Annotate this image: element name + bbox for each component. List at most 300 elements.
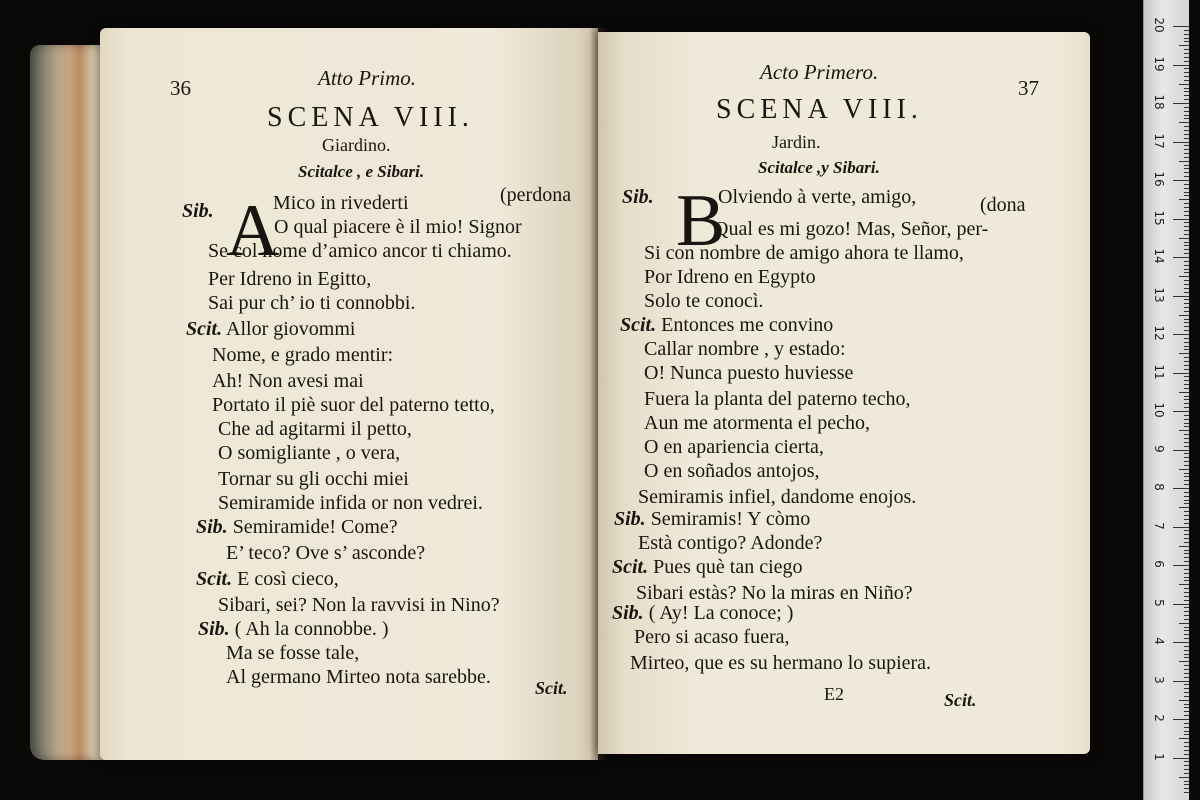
ruler-tick xyxy=(1184,299,1189,300)
left-line-18 xyxy=(198,618,389,641)
ruler-tick xyxy=(1184,303,1189,304)
ruler-tick xyxy=(1184,365,1189,366)
ruler-tick xyxy=(1184,322,1189,323)
ruler-tick xyxy=(1184,269,1189,270)
ruler-tick xyxy=(1184,500,1189,501)
ruler-tick xyxy=(1184,211,1189,212)
ruler-tick xyxy=(1184,311,1189,312)
right-line-11: O en apariencia cierta, xyxy=(644,436,824,458)
ruler-tick xyxy=(1184,434,1189,435)
ruler-tick xyxy=(1179,84,1189,85)
ruler-tick xyxy=(1179,777,1189,778)
left-persons: Scitalce , e Sibari. xyxy=(298,162,425,181)
ruler-tick xyxy=(1173,334,1189,335)
ruler-tick xyxy=(1184,280,1189,281)
ruler-tick xyxy=(1184,307,1189,308)
ruler-tick xyxy=(1184,107,1189,108)
ruler-tick xyxy=(1184,754,1189,755)
ruler-tick xyxy=(1184,272,1189,273)
right-line-13: Semiramis infiel, dandome enojos. xyxy=(638,486,917,508)
ruler-tick xyxy=(1184,342,1189,343)
ruler-tick xyxy=(1184,403,1189,404)
ruler-tick xyxy=(1184,538,1189,539)
ruler-tick xyxy=(1173,373,1189,374)
right-signature-mark: E2 xyxy=(824,684,844,704)
left-line-14 xyxy=(196,516,398,539)
right-line-2: Qual es mi gozo! Mas, Señor, per- xyxy=(714,218,989,240)
ruler-tick xyxy=(1184,115,1189,116)
left-catchword: Scit. xyxy=(535,678,568,698)
ruler-tick xyxy=(1184,326,1189,327)
ruler-tick xyxy=(1184,53,1189,54)
ruler-tick xyxy=(1184,746,1189,747)
ruler-tick xyxy=(1184,38,1189,39)
ruler-tick xyxy=(1184,126,1189,127)
ruler-tick xyxy=(1184,388,1189,389)
ruler-tick xyxy=(1179,430,1189,431)
right-line-1 xyxy=(622,186,654,209)
ruler-tick xyxy=(1184,630,1189,631)
ruler-tick xyxy=(1184,68,1189,69)
line-text: E così cieco, xyxy=(237,568,339,590)
ruler-number: 20 xyxy=(1152,17,1166,33)
ruler-tick xyxy=(1173,604,1189,605)
right-catchword: Scit. xyxy=(944,690,977,710)
ruler-tick xyxy=(1184,57,1189,58)
ruler-tick xyxy=(1184,215,1189,216)
speaker: Sib. xyxy=(182,200,214,222)
ruler-tick xyxy=(1173,296,1189,297)
ruler-tick xyxy=(1184,596,1189,597)
left-line-19: Ma se fosse tale, xyxy=(226,642,360,664)
ruler-tick xyxy=(1184,76,1189,77)
ruler-tick xyxy=(1184,207,1189,208)
ruler-tick xyxy=(1184,415,1189,416)
ruler-tick xyxy=(1184,484,1189,485)
ruler-tick xyxy=(1179,546,1189,547)
ruler-tick xyxy=(1184,349,1189,350)
ruler-tick xyxy=(1184,249,1189,250)
line-text: Semiramide! Come? xyxy=(232,516,398,538)
ruler-tick xyxy=(1179,276,1189,277)
ruler-tick xyxy=(1179,623,1189,624)
ruler-number: 14 xyxy=(1152,248,1166,264)
right-line-10: Aun me atormenta el pecho, xyxy=(644,412,871,434)
ruler-tick xyxy=(1184,30,1189,31)
ruler-tick xyxy=(1184,461,1189,462)
ruler-tick xyxy=(1184,188,1189,189)
right-line-20: Mirteo, que es su hermano lo supiera. xyxy=(630,652,932,674)
ruler-number: 10 xyxy=(1152,402,1166,418)
right-line-18 xyxy=(612,602,793,625)
ruler-number: 1 xyxy=(1152,752,1166,761)
ruler-tick xyxy=(1184,615,1189,616)
ruler-tick xyxy=(1184,222,1189,223)
ruler-tick xyxy=(1184,172,1189,173)
left-line-7: Nome, e grado mentir: xyxy=(212,344,394,366)
ruler-tick xyxy=(1184,665,1189,666)
ruler-tick xyxy=(1179,507,1189,508)
ruler-tick xyxy=(1184,230,1189,231)
right-persons: Scitalce ,y Sibari. xyxy=(758,158,880,177)
left-line-6 xyxy=(186,318,355,341)
left-line-13: Semiramide infida or non vedrei. xyxy=(218,492,483,514)
left-line-16 xyxy=(196,568,339,591)
right-line-15: Està contigo? Adonde? xyxy=(638,532,823,554)
ruler-tick xyxy=(1184,465,1189,466)
ruler-tick xyxy=(1179,392,1189,393)
ruler-tick xyxy=(1184,765,1189,766)
ruler-tick xyxy=(1184,399,1189,400)
ruler-number: 18 xyxy=(1152,94,1166,110)
ruler-tick xyxy=(1184,242,1189,243)
ruler-tick xyxy=(1184,592,1189,593)
ruler-tick xyxy=(1179,584,1189,585)
ruler-tick xyxy=(1184,573,1189,574)
ruler-tick xyxy=(1173,219,1189,220)
ruler-tick xyxy=(1184,330,1189,331)
ruler-tick xyxy=(1184,561,1189,562)
line-text: ( Ah la connobbe. ) xyxy=(234,618,389,640)
left-line-1 xyxy=(182,200,214,223)
right-line-14 xyxy=(614,508,810,531)
line-text: Entonces me convino xyxy=(661,314,834,336)
ruler-tick xyxy=(1184,265,1189,266)
ruler-tick xyxy=(1179,353,1189,354)
ruler-number: 13 xyxy=(1152,286,1166,303)
ruler-tick xyxy=(1184,407,1189,408)
ruler-tick xyxy=(1184,49,1189,50)
right-line-4: Por Idreno en Egypto xyxy=(644,266,816,288)
ruler-tick xyxy=(1184,542,1189,543)
ruler-tick xyxy=(1184,384,1189,385)
ruler-tick xyxy=(1173,642,1189,643)
right-place: Jardin. xyxy=(772,132,821,152)
ruler-tick xyxy=(1184,492,1189,493)
ruler-tick xyxy=(1184,731,1189,732)
ruler-tick xyxy=(1184,784,1189,785)
speaker: Sib. xyxy=(614,508,646,530)
ruler-tick xyxy=(1184,176,1189,177)
ruler-tick xyxy=(1184,288,1189,289)
ruler-tick xyxy=(1184,346,1189,347)
line-text: Semiramis! Y còmo xyxy=(650,508,811,530)
ruler-tick xyxy=(1184,149,1189,150)
ruler-tick xyxy=(1184,669,1189,670)
ruler-number: 4 xyxy=(1152,637,1166,645)
ruler-tick xyxy=(1184,380,1189,381)
ruler-tick xyxy=(1179,199,1189,200)
ruler-tick xyxy=(1179,238,1189,239)
left-line-4: Per Idreno in Egitto, xyxy=(208,268,372,290)
ruler-number: 6 xyxy=(1152,560,1166,568)
left-line-5: Sai pur ch’ io ti connobbi. xyxy=(208,292,416,314)
ruler-tick xyxy=(1184,619,1189,620)
right-line-17: Sibari estàs? No la miras en Niño? xyxy=(636,582,913,604)
ruler-tick xyxy=(1173,26,1189,27)
ruler-tick xyxy=(1179,315,1189,316)
ruler-tick xyxy=(1179,45,1189,46)
ruler-tick xyxy=(1173,65,1189,66)
ruler-number: 15 xyxy=(1152,209,1166,226)
ruler-tick xyxy=(1184,550,1189,551)
line-text: ( Ay! La conoce; ) xyxy=(648,602,794,624)
right-page xyxy=(598,32,1090,754)
speaker: Scit. xyxy=(196,568,233,590)
ruler-tick xyxy=(1184,742,1189,743)
ruler-tick xyxy=(1184,153,1189,154)
ruler-number: 2 xyxy=(1152,714,1166,722)
ruler-tick xyxy=(1184,711,1189,712)
right-scene-title: SCENA VIII. xyxy=(716,94,923,125)
ruler-number: 19 xyxy=(1152,55,1166,72)
ruler-tick xyxy=(1184,750,1189,751)
right-line-12: O en soñados antojos, xyxy=(644,460,820,482)
ruler-tick xyxy=(1184,654,1189,655)
ruler-tick xyxy=(1184,446,1189,447)
ruler-tick xyxy=(1184,788,1189,789)
ruler-number: 3 xyxy=(1152,675,1166,684)
ruler-tick xyxy=(1179,469,1189,470)
ruler-number: 11 xyxy=(1152,363,1166,380)
left-line-15: E’ teco? Ove s’ asconde? xyxy=(226,542,426,564)
ruler-tick xyxy=(1184,476,1189,477)
ruler-tick xyxy=(1184,734,1189,735)
ruler-tick xyxy=(1184,195,1189,196)
speaker: Sib. xyxy=(622,186,654,208)
left-place: Giardino. xyxy=(322,135,391,155)
ruler-tick xyxy=(1184,600,1189,601)
ruler-tick xyxy=(1184,638,1189,639)
ruler-tick xyxy=(1184,557,1189,558)
ruler-tick xyxy=(1184,580,1189,581)
right-line-1-extra: (dona xyxy=(980,194,1026,216)
ruler-tick xyxy=(1184,203,1189,204)
left-line-2: O qual piacere è il mio! Signor xyxy=(274,216,522,238)
line-text: Allor giovommi xyxy=(226,318,356,340)
book-fore-edge xyxy=(30,45,110,760)
ruler-tick xyxy=(1173,450,1189,451)
ruler-tick xyxy=(1184,769,1189,770)
ruler-tick xyxy=(1173,180,1189,181)
speaker: Sib. xyxy=(198,618,230,640)
ruler-tick xyxy=(1184,292,1189,293)
ruler-tick xyxy=(1173,565,1189,566)
ruler-tick xyxy=(1184,192,1189,193)
ruler-tick xyxy=(1184,627,1189,628)
ruler-tick xyxy=(1173,142,1189,143)
ruler-tick xyxy=(1184,688,1189,689)
left-line-11: O somigliante , o vera, xyxy=(218,442,401,464)
ruler-tick xyxy=(1184,727,1189,728)
ruler-tick xyxy=(1184,650,1189,651)
ruler-tick xyxy=(1184,657,1189,658)
left-page xyxy=(100,28,598,760)
ruler-tick xyxy=(1184,234,1189,235)
ruler-tick xyxy=(1184,496,1189,497)
ruler-tick xyxy=(1184,715,1189,716)
ruler-tick xyxy=(1173,257,1189,258)
ruler-tick xyxy=(1184,588,1189,589)
ruler-tick xyxy=(1184,226,1189,227)
ruler-tick xyxy=(1184,91,1189,92)
speaker: Sib. xyxy=(196,516,228,538)
right-line-8: O! Nunca puesto huviesse xyxy=(644,362,854,384)
right-line-6 xyxy=(620,314,833,337)
ruler-tick xyxy=(1184,503,1189,504)
ruler-tick xyxy=(1184,442,1189,443)
ruler-number: 9 xyxy=(1152,444,1166,453)
right-line-5: Solo te conocì. xyxy=(644,290,764,312)
ruler-tick xyxy=(1184,569,1189,570)
ruler-tick xyxy=(1184,99,1189,100)
ruler-tick xyxy=(1184,426,1189,427)
ruler-tick xyxy=(1184,357,1189,358)
measuring-ruler xyxy=(1143,0,1189,800)
ruler-tick xyxy=(1184,138,1189,139)
right-line-16 xyxy=(612,556,803,579)
ruler-tick xyxy=(1184,111,1189,112)
ruler-tick xyxy=(1184,607,1189,608)
ruler-tick xyxy=(1184,511,1189,512)
ruler-tick xyxy=(1184,165,1189,166)
left-line-17: Sibari, sei? Non la ravvisi in Nino? xyxy=(218,594,500,616)
right-line-1-text: Olviendo à verte, amigo, xyxy=(718,186,917,208)
ruler-tick xyxy=(1184,438,1189,439)
left-line-20: Al germano Mirteo nota sarebbe. xyxy=(226,666,491,688)
ruler-tick xyxy=(1184,684,1189,685)
ruler-number: 12 xyxy=(1152,325,1166,341)
ruler-tick xyxy=(1173,719,1189,720)
left-line-10: Che ad agitarmi il petto, xyxy=(218,418,412,440)
ruler-tick xyxy=(1184,673,1189,674)
ruler-tick xyxy=(1184,530,1189,531)
ruler-tick xyxy=(1184,245,1189,246)
ruler-tick xyxy=(1184,145,1189,146)
ruler-tick xyxy=(1184,95,1189,96)
ruler-tick xyxy=(1184,707,1189,708)
ruler-tick xyxy=(1184,376,1189,377)
ruler-tick xyxy=(1184,396,1189,397)
right-page-number: 37 xyxy=(1018,76,1039,100)
speaker: Scit. xyxy=(186,318,223,340)
left-line-12: Tornar su gli occhi miei xyxy=(218,468,409,490)
right-running-head: Acto Primero. xyxy=(760,60,879,84)
right-drop-cap: B xyxy=(676,180,726,262)
ruler-tick xyxy=(1184,34,1189,35)
ruler-tick xyxy=(1184,515,1189,516)
ruler-tick xyxy=(1184,696,1189,697)
right-line-3: Si con nombre de amigo ahora te llamo, xyxy=(644,242,964,264)
ruler-tick xyxy=(1173,758,1189,759)
ruler-tick xyxy=(1184,423,1189,424)
ruler-tick xyxy=(1184,184,1189,185)
ruler-tick xyxy=(1184,80,1189,81)
ruler-tick xyxy=(1184,523,1189,524)
ruler-tick xyxy=(1184,611,1189,612)
right-line-19: Pero si acaso fuera, xyxy=(634,626,790,648)
ruler-tick xyxy=(1184,253,1189,254)
ruler-tick xyxy=(1184,677,1189,678)
ruler-tick xyxy=(1184,130,1189,131)
ruler-tick xyxy=(1184,284,1189,285)
ruler-tick xyxy=(1184,761,1189,762)
left-line-1-text: Mico in rivederti xyxy=(273,192,409,214)
ruler-tick xyxy=(1184,781,1189,782)
ruler-tick xyxy=(1184,704,1189,705)
ruler-tick xyxy=(1179,700,1189,701)
ruler-tick xyxy=(1184,480,1189,481)
ruler-tick xyxy=(1184,118,1189,119)
speaker: Sib. xyxy=(612,602,644,624)
left-line-9: Portato il piè suor del paterno tetto, xyxy=(212,394,495,416)
speaker: Scit. xyxy=(612,556,649,578)
ruler-tick xyxy=(1173,527,1189,528)
ruler-number: 5 xyxy=(1152,598,1166,607)
ruler-number: 8 xyxy=(1152,483,1166,491)
ruler-tick xyxy=(1184,41,1189,42)
ruler-tick xyxy=(1184,577,1189,578)
ruler-tick xyxy=(1184,168,1189,169)
ruler-number: 17 xyxy=(1152,132,1166,149)
ruler-tick xyxy=(1184,419,1189,420)
right-line-7: Callar nombre , y estado: xyxy=(644,338,846,360)
ruler-number: 16 xyxy=(1152,171,1166,187)
ruler-tick xyxy=(1184,792,1189,793)
ruler-tick xyxy=(1173,411,1189,412)
ruler-tick xyxy=(1184,646,1189,647)
ruler-tick xyxy=(1184,723,1189,724)
ruler-tick xyxy=(1184,773,1189,774)
ruler-tick xyxy=(1184,473,1189,474)
right-line-9: Fuera la planta del paterno techo, xyxy=(644,388,911,410)
ruler-tick xyxy=(1184,361,1189,362)
ruler-tick xyxy=(1179,738,1189,739)
line-text: Pues què tan ciego xyxy=(653,556,803,578)
left-line-1-extra: (perdona xyxy=(500,184,572,206)
left-drop-cap: A xyxy=(226,190,280,272)
left-line-3: Se col nome d’amico ancor ti chiamo. xyxy=(208,240,512,262)
ruler-tick xyxy=(1184,134,1189,135)
ruler-tick xyxy=(1184,519,1189,520)
ruler-tick xyxy=(1184,261,1189,262)
ruler-tick xyxy=(1184,534,1189,535)
ruler-tick xyxy=(1184,453,1189,454)
left-page-number: 36 xyxy=(170,76,191,100)
ruler-number: 7 xyxy=(1152,521,1166,530)
left-scene-title: SCENA VIII. xyxy=(267,102,474,133)
ruler-tick xyxy=(1173,103,1189,104)
ruler-tick xyxy=(1184,72,1189,73)
ruler-tick xyxy=(1184,88,1189,89)
ruler-tick xyxy=(1184,634,1189,635)
ruler-tick xyxy=(1184,553,1189,554)
ruler-tick xyxy=(1184,338,1189,339)
ruler-tick xyxy=(1179,122,1189,123)
ruler-tick xyxy=(1184,61,1189,62)
left-line-8: Ah! Non avesi mai xyxy=(212,370,364,392)
ruler-tick xyxy=(1184,369,1189,370)
ruler-tick xyxy=(1184,692,1189,693)
ruler-tick xyxy=(1173,681,1189,682)
ruler-tick xyxy=(1184,319,1189,320)
ruler-tick xyxy=(1184,457,1189,458)
ruler-tick xyxy=(1179,661,1189,662)
ruler-tick xyxy=(1179,161,1189,162)
ruler-tick xyxy=(1184,157,1189,158)
speaker: Scit. xyxy=(620,314,657,336)
ruler-tick xyxy=(1173,488,1189,489)
